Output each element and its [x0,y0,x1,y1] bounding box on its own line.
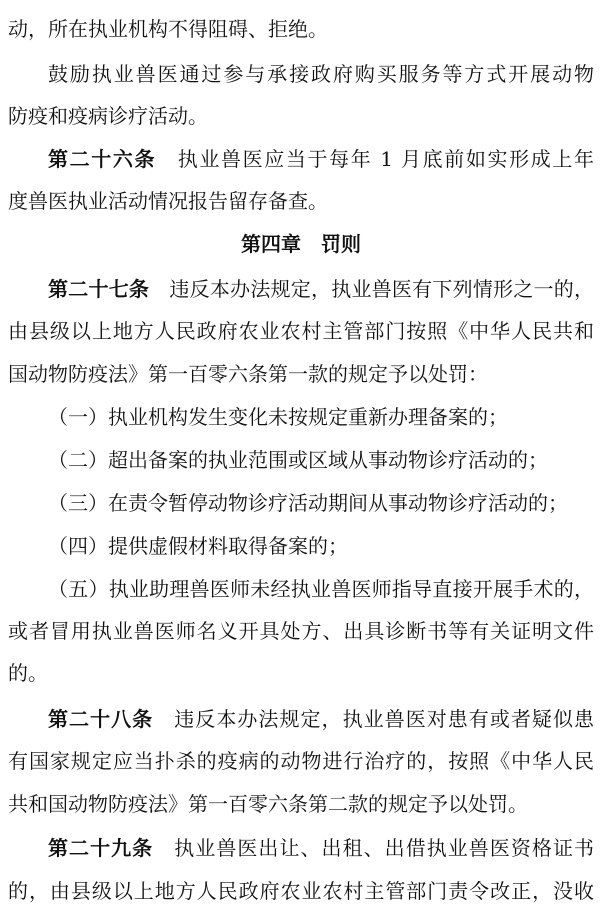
text-line: 有国家规定应当扑杀的疫病的动物进行治疗的，按照《中华人民 [8,749,594,773]
text-line: 度兽医执业活动情况报告留存备查。 [8,189,328,213]
article-27-line [8,274,594,304]
text-line: 鼓励执业兽医通过参与承接政府购买服务等方式开展动物 [48,62,594,86]
article-28-label: 第二十八条 [48,707,154,731]
article-28-line [8,704,594,734]
text-line: 共和国动物防疫法》第一百零六条第二款的规定予以处罚。 [8,792,528,816]
text-line: 防疫和疫病诊疗活动。 [8,104,208,128]
list-item: （五）执业助理兽医师未经执业兽医师指导直接开展手术的， [48,577,594,601]
list-item: （二）超出备案的执业范围或区域从事动物诊疗活动的； [48,448,548,472]
article-27-label: 第二十七条 [48,277,150,301]
article-29-line [8,833,594,863]
article-28-text: 违反本办法规定，执业兽医对患有或者疑似患 [174,707,595,731]
text-line: 的。 [8,661,48,685]
article-26-line [8,144,594,174]
text-line: 国动物防疫法》第一百零六条第一款的规定予以处罚： [8,362,488,386]
article-26-text: 执业兽医应当于每年 1 月底前如实形成上年 [177,147,594,171]
chapter-heading: 第四章 罚则 [241,232,361,256]
article-29-label: 第二十九条 [48,836,154,860]
list-item: （四）提供虚假材料取得备案的； [48,534,348,558]
text-line: 动，所在执业机构不得阻碍、拒绝。 [8,17,328,41]
list-item: （一）执业机构发生变化未按规定重新办理备案的； [48,405,508,429]
text-line: 或者冒用执业兽医师名义开具处方、出具诊断书等有关证明文件 [8,619,594,643]
text-line: 由县级以上地方人民政府农业农村主管部门按照《中华人民共和 [8,319,594,343]
article-26-label: 第二十六条 [48,147,157,171]
article-27-text: 违反本办法规定，执业兽医有下列情形之一的， [169,277,595,301]
article-29-text: 执业兽医出让、出租、出借执业兽医资格证书 [174,836,595,860]
text-line: 的，由县级以上地方人民政府农业农村主管部门责令改正，没收 [8,879,594,903]
list-item: （三）在责令暂停动物诊疗活动期间从事动物诊疗活动的； [48,491,568,515]
